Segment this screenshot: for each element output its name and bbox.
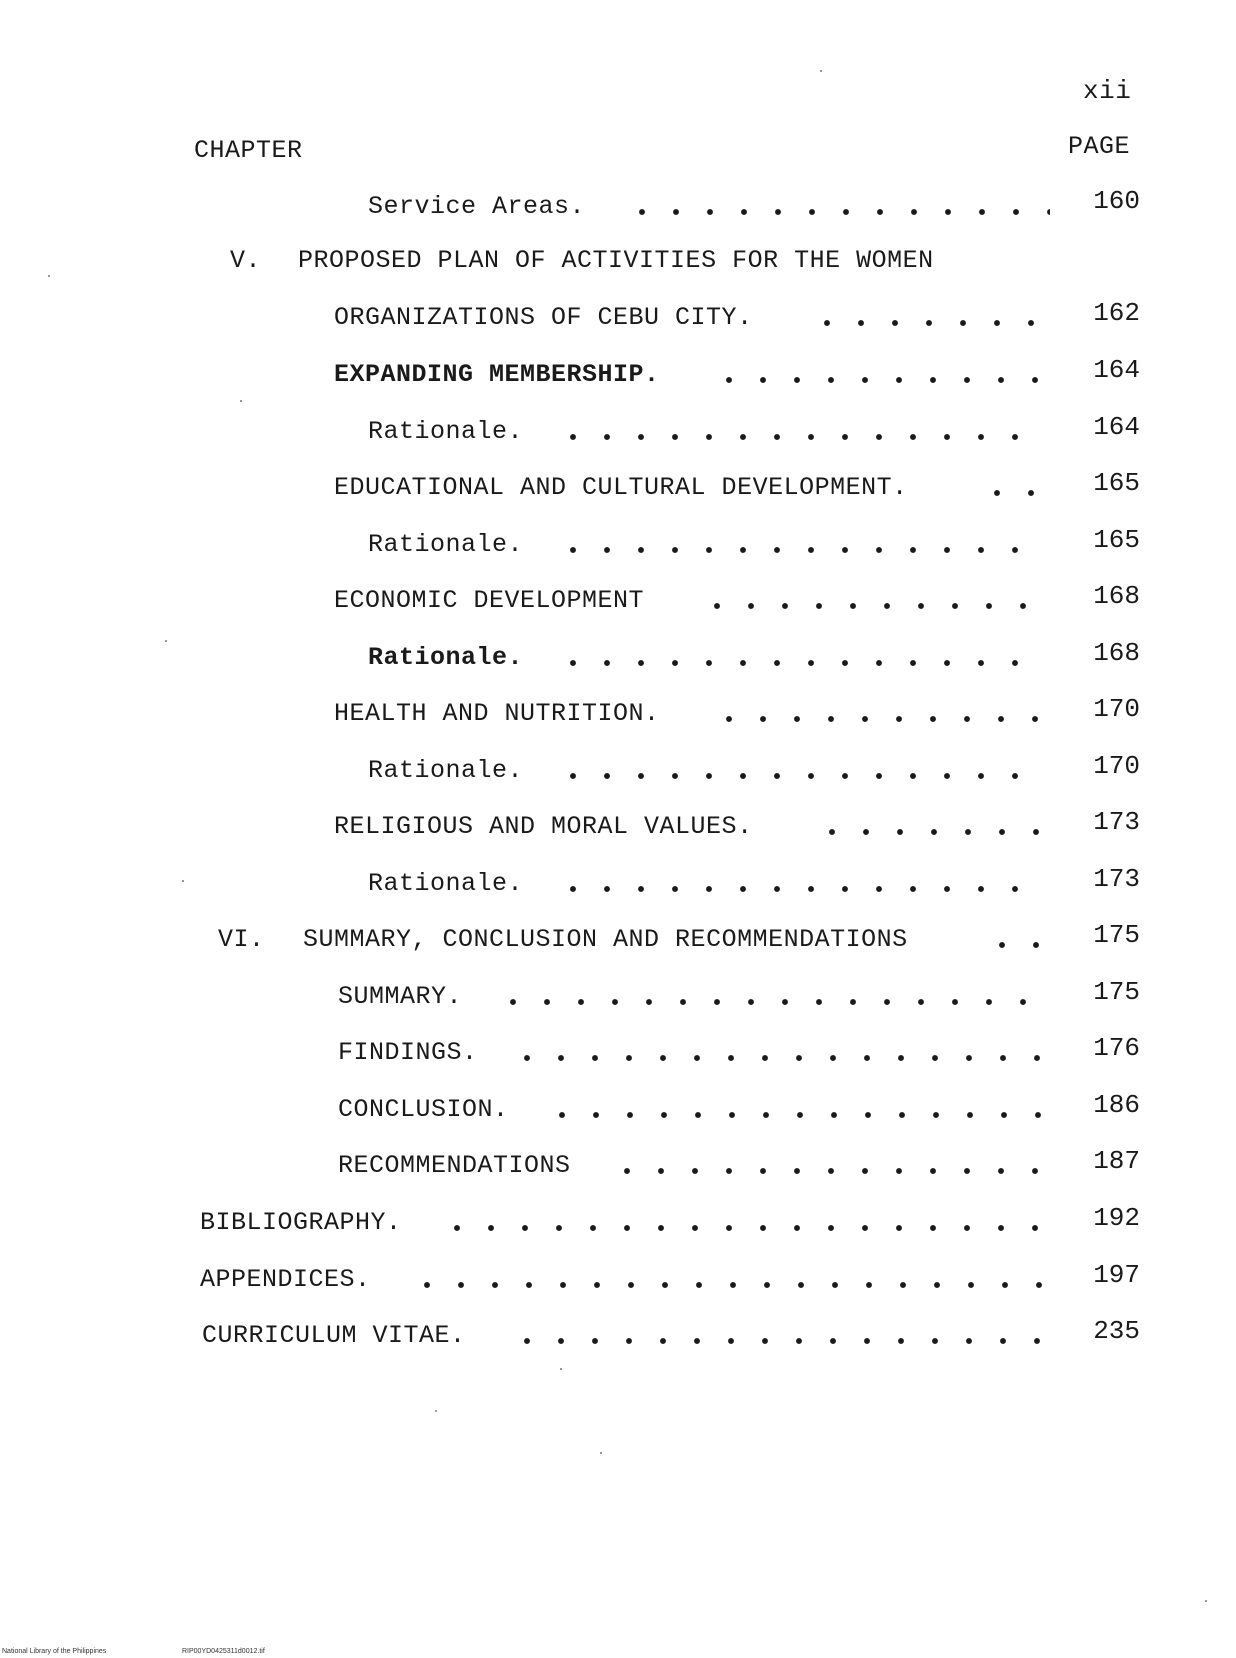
toc-entry-title: RELIGIOUS AND MORAL VALUES.: [334, 812, 753, 841]
toc-entry-page: 165: [1093, 525, 1140, 555]
toc-entry-page: 164: [1093, 355, 1140, 385]
toc-entry-title: Rationale.: [368, 869, 524, 898]
toc-entry-title: SUMMARY.: [338, 982, 463, 1011]
toc-entry-title: Rationale.: [368, 417, 524, 446]
dot-leader: [556, 771, 1042, 781]
toc-entry-title: PROPOSED PLAN OF ACTIVITIES FOR THE WOMEN: [298, 246, 934, 275]
dot-leader: [510, 1053, 1042, 1063]
toc-entry-page: 170: [1093, 694, 1140, 724]
toc-entry-title: ORGANIZATIONS OF CEBU CITY.: [334, 303, 753, 332]
toc-entry-title: EDUCATIONAL AND CULTURAL DEVELOPMENT.: [334, 473, 908, 502]
toc-entry-page: 165: [1093, 468, 1140, 498]
dot-leader: [440, 1223, 1042, 1233]
scan-speck: [435, 1410, 437, 1412]
scan-footer-file: RIP00YD0425311d0012.tif: [182, 1648, 265, 1655]
toc-entry-title: APPENDICES.: [200, 1265, 371, 1294]
toc-entry-page: 175: [1093, 920, 1140, 950]
scan-speck: [1205, 1600, 1207, 1602]
toc-entry-page: 173: [1093, 807, 1140, 837]
dot-leader: [556, 545, 1042, 555]
dot-leader: [610, 1166, 1042, 1176]
page-header: PAGE: [1068, 132, 1131, 161]
toc-entry-page: 170: [1093, 751, 1140, 781]
toc-entry-page: 162: [1093, 298, 1140, 328]
dot-leader: [810, 318, 1040, 328]
toc-entry-page: 173: [1093, 864, 1140, 894]
toc-entry-title: BIBLIOGRAPHY.: [200, 1208, 402, 1237]
toc-entry-page: 168: [1093, 581, 1140, 611]
toc-entry-title: Rationale.: [368, 643, 524, 672]
dot-leader: [700, 601, 1042, 611]
dot-leader: [496, 997, 1042, 1007]
toc-entry-title: SUMMARY, CONCLUSION AND RECOMMENDATIONS: [303, 925, 908, 954]
dot-leader: [410, 1280, 1042, 1290]
toc-entry-title: Rationale.: [368, 756, 524, 785]
page-number: xii: [1083, 76, 1132, 106]
dot-leader: [625, 207, 1050, 217]
scan-speck: [48, 275, 50, 277]
toc-entry-title: Rationale.: [368, 530, 524, 559]
toc-entry-page: 186: [1093, 1090, 1140, 1120]
toc-entry-page: 235: [1093, 1316, 1140, 1346]
scan-speck: [560, 1368, 562, 1370]
dot-leader: [712, 375, 1042, 385]
chapter-number: VI.: [218, 925, 265, 954]
toc-entry-page: 164: [1093, 412, 1140, 442]
scan-speck: [820, 70, 822, 72]
dot-leader: [545, 1110, 1042, 1120]
toc-entry-page: 160: [1093, 186, 1140, 216]
dot-leader: [985, 940, 1042, 950]
dot-leader: [510, 1336, 1042, 1346]
chapter-number: V.: [230, 246, 262, 275]
scan-footer-library: National Library of the Philippines: [2, 1648, 107, 1655]
dot-leader: [815, 827, 1042, 837]
dot-leader: [556, 884, 1042, 894]
dot-leader: [556, 658, 1042, 668]
toc-entry-title: ECONOMIC DEVELOPMENT: [334, 586, 645, 615]
dot-leader: [556, 432, 1042, 442]
chapter-header: CHAPTER: [194, 136, 303, 165]
toc-entry-page: 175: [1093, 977, 1140, 1007]
dot-leader: [712, 714, 1042, 724]
toc-entry-title: EXPANDING MEMBERSHIP.: [334, 360, 660, 389]
toc-entry-page: 168: [1093, 638, 1140, 668]
scan-speck: [600, 1452, 602, 1454]
toc-entry-title: CURRICULUM VITAE.: [202, 1321, 466, 1350]
scan-speck: [165, 640, 167, 642]
toc-entry-page: 197: [1093, 1260, 1140, 1290]
toc-entry-page: 192: [1093, 1203, 1140, 1233]
scan-speck: [240, 400, 242, 402]
toc-entry-title: CONCLUSION.: [338, 1095, 509, 1124]
dot-leader: [980, 488, 1042, 498]
scan-speck: [182, 880, 184, 882]
toc-entry-title: FINDINGS.: [338, 1038, 478, 1067]
toc-entry-title: Service Areas.: [368, 192, 586, 221]
toc-entry-page: 176: [1093, 1033, 1140, 1063]
toc-entry-title: RECOMMENDATIONS: [338, 1151, 571, 1180]
toc-entry-title: HEALTH AND NUTRITION.: [334, 699, 660, 728]
toc-entry-page: 187: [1093, 1146, 1140, 1176]
